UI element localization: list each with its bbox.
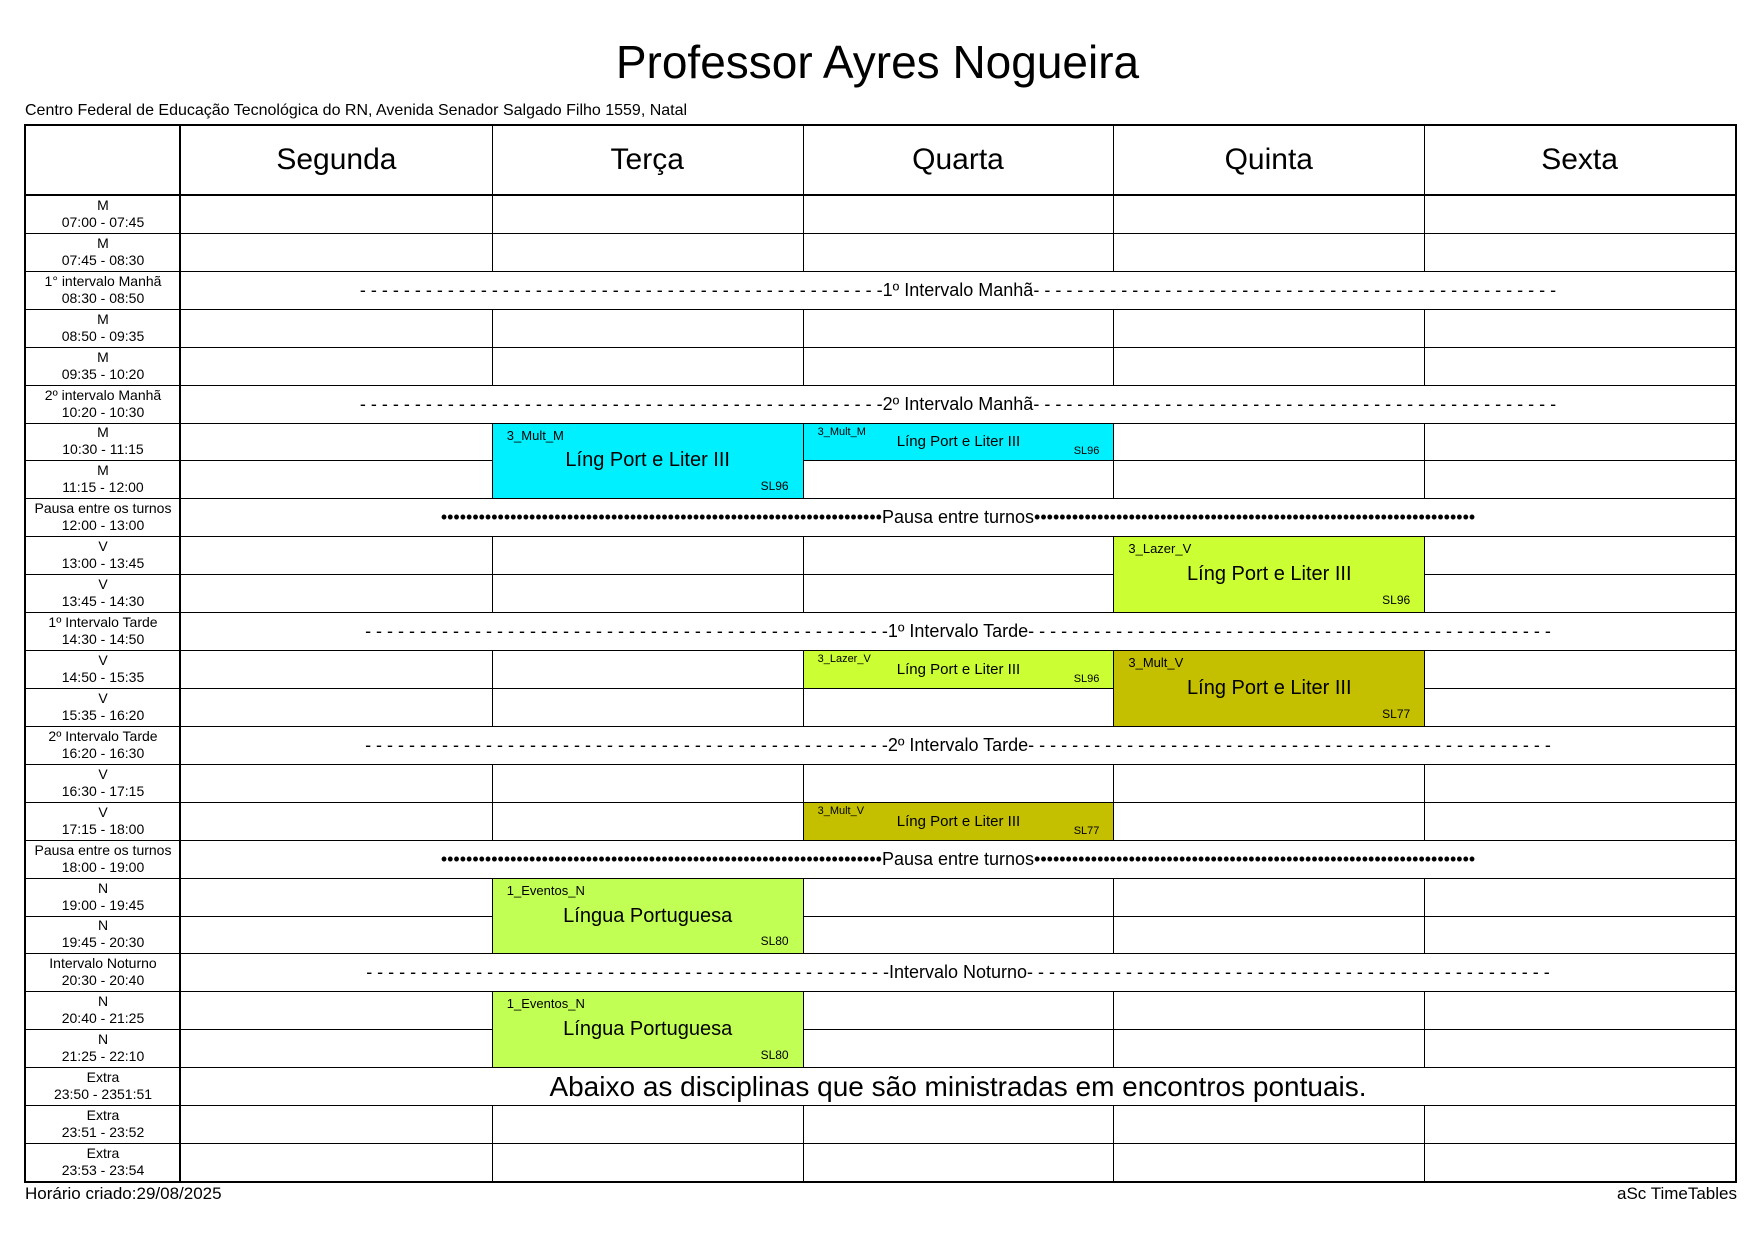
lesson-group: 3_Mult_V (817, 804, 865, 817)
break-filler: - - - - - - - - - - - - - - - - - - - - - - - - - - - - - - - - - - - - - - - - - - - - - - - - (365, 734, 888, 755)
period-name: Pausa entre os turnos (34, 500, 172, 517)
row-divider (26, 574, 1735, 575)
period-label (26, 802, 180, 840)
period-label (26, 460, 180, 498)
period-label (26, 840, 180, 878)
lesson-group: 3_Mult_M (506, 427, 564, 443)
break-filler: - - - - - - - - - - - - - - - - - - - - - - - - - - - - - - - - - - - - - - - - - - - - - - - - (359, 279, 883, 300)
period-time: 13:45 - 14:30 (61, 593, 145, 610)
period-time: 20:40 - 21:25 (61, 1010, 145, 1027)
row-divider (26, 1029, 1735, 1030)
period-label (26, 309, 180, 347)
break-band (181, 499, 1735, 536)
break-label: Pausa entre turnos (881, 507, 1035, 528)
period-name: Extra (86, 1145, 120, 1162)
period-time: 07:00 - 07:45 (61, 213, 145, 230)
period-label (26, 650, 180, 688)
period-time: 09:35 - 10:20 (61, 365, 145, 382)
period-name: N (97, 993, 109, 1010)
row-divider (26, 194, 1735, 196)
period-label (26, 726, 180, 764)
break-filler: •••••••••••••••••••••••••••••••••••••••••••••••••••••••••••••••••••••• (440, 507, 882, 528)
lesson-room: SL96 (1073, 672, 1100, 685)
period-label (26, 688, 180, 726)
period-label (26, 385, 180, 423)
break-band (181, 613, 1735, 650)
break-filler: - - - - - - - - - - - - - - - - - - - - - - - - - - - - - - - - - - - - - - - - - - - - - - - - (1028, 734, 1551, 755)
period-time: 11:15 - 12:00 (62, 479, 144, 496)
break-filler: - - - - - - - - - - - - - - - - - - - - - - - - - - - - - - - - - - - - - - - - - - - - - - - - (1033, 393, 1557, 414)
lesson-card[interactable] (804, 424, 1115, 462)
pontual-note (181, 1068, 1735, 1105)
row-divider (26, 991, 1735, 992)
period-name: Extra (86, 1069, 120, 1086)
lesson-room: SL77 (1073, 824, 1100, 837)
period-time: 23:53 - 23:54 (61, 1162, 145, 1179)
lesson-group: 3_Lazer_V (1128, 541, 1192, 557)
row-divider (26, 916, 1735, 917)
period-time: 17:15 - 18:00 (61, 820, 145, 837)
period-time: 15:35 - 16:20 (61, 706, 145, 723)
period-time: 13:00 - 13:45 (61, 555, 145, 572)
period-label (26, 878, 180, 916)
lesson-room: SL96 (1382, 593, 1411, 608)
period-name: 1° intervalo Manhã (44, 272, 162, 289)
period-time: 18:00 - 19:00 (61, 858, 145, 875)
row-divider (26, 1105, 1735, 1106)
lesson-room: SL77 (1382, 706, 1411, 721)
lesson-group: 3_Mult_M (817, 425, 866, 438)
lesson-card[interactable] (493, 424, 804, 500)
period-time: 08:30 - 08:50 (61, 289, 145, 306)
period-name: M (97, 310, 109, 327)
period-label (26, 1029, 180, 1067)
period-label (26, 764, 180, 802)
period-label (26, 423, 180, 461)
period-time: 12:00 - 13:00 (61, 517, 145, 534)
lesson-card[interactable] (1114, 651, 1425, 727)
period-name: 2º intervalo Manhã (44, 386, 162, 403)
break-band (181, 841, 1735, 878)
period-time: 14:30 - 14:50 (61, 631, 145, 648)
period-time: 23:51 - 23:52 (61, 1124, 145, 1141)
period-label (26, 1105, 180, 1143)
break-filler: - - - - - - - - - - - - - - - - - - - - - - - - - - - - - - - - - - - - - - - - - - - - - - - - (1027, 962, 1550, 983)
period-name: V (98, 652, 108, 669)
lesson-card[interactable] (804, 803, 1115, 841)
row-divider (26, 764, 1735, 765)
period-name: M (97, 424, 109, 441)
lesson-subject: Líng Port e Liter III (565, 449, 730, 472)
day-header-4: Quinta (1224, 143, 1313, 176)
created-date: Horário criado:29/08/2025 (25, 1184, 222, 1203)
lesson-subject: Líng Port e Liter III (1187, 676, 1352, 699)
period-label (26, 233, 180, 271)
period-label (26, 991, 180, 1029)
row-divider (26, 878, 1735, 879)
lesson-subject: Língua Portuguesa (563, 1018, 733, 1041)
period-time: 08:50 - 09:35 (61, 327, 145, 344)
period-label (26, 916, 180, 954)
break-filler: - - - - - - - - - - - - - - - - - - - - - - - - - - - - - - - - - - - - - - - - - - - - - - - - (365, 621, 888, 642)
break-filler: - - - - - - - - - - - - - - - - - - - - - - - - - - - - - - - - - - - - - - - - - - - - - - - - (1033, 279, 1557, 300)
row-divider (26, 1143, 1735, 1144)
period-label (26, 536, 180, 574)
period-time: 16:20 - 16:30 (61, 744, 145, 761)
timetable-grid (24, 124, 1737, 1183)
period-name: N (97, 917, 109, 934)
period-name: V (98, 576, 108, 593)
lesson-subject: Líng Port e Liter III (1187, 563, 1352, 586)
lesson-group: 3_Lazer_V (817, 653, 871, 666)
lesson-room: SL80 (760, 934, 789, 949)
lesson-card[interactable] (1114, 537, 1425, 613)
period-label (26, 347, 180, 385)
period-label (26, 1143, 180, 1181)
period-label (26, 953, 180, 991)
break-filler: •••••••••••••••••••••••••••••••••••••••••••••••••••••••••••••••••••••• (1034, 507, 1476, 528)
row-divider (26, 233, 1735, 234)
lesson-group: 1_Eventos_N (506, 882, 585, 898)
break-label: Pausa entre turnos (881, 848, 1035, 869)
period-name: M (97, 462, 109, 479)
break-band (181, 727, 1735, 764)
break-filler: - - - - - - - - - - - - - - - - - - - - - - - - - - - - - - - - - - - - - - - - - - - - - - - - (1028, 621, 1551, 642)
break-band (181, 386, 1735, 423)
row-divider (26, 347, 1735, 348)
period-time: 14:50 - 15:35 (61, 669, 145, 686)
break-label: 1º Intervalo Tarde (887, 621, 1029, 642)
period-label (26, 574, 180, 612)
period-time: 19:45 - 20:30 (61, 934, 145, 951)
day-header-5: Sexta (1541, 143, 1618, 176)
break-filler: - - - - - - - - - - - - - - - - - - - - - - - - - - - - - - - - - - - - - - - - - - - - - - - - (366, 962, 889, 983)
period-name: Extra (86, 1107, 120, 1124)
break-band (181, 272, 1735, 309)
lesson-group: 1_Eventos_N (506, 996, 585, 1012)
lesson-card[interactable] (493, 879, 804, 955)
day-header-2: Terça (610, 143, 684, 176)
school-address: Centro Federal de Educação Tecnológica do RN, Avenida Senador Salgado Filho 1559, Natal (25, 102, 688, 119)
period-name: V (98, 538, 108, 555)
period-time: 21:25 - 22:10 (61, 1048, 145, 1065)
day-header-3: Quarta (912, 143, 1004, 176)
break-label: 2º Intervalo Tarde (887, 734, 1029, 755)
lesson-subject: Líng Port e Liter III (896, 661, 1021, 679)
period-label (26, 612, 180, 650)
lesson-room: SL96 (1073, 445, 1100, 458)
day-header-1: Segunda (276, 143, 397, 176)
period-time: 19:00 - 19:45 (61, 896, 145, 913)
period-name: Intervalo Noturno (49, 955, 157, 972)
lesson-subject: Líng Port e Liter III (896, 433, 1021, 451)
break-label: Abaixo as disciplinas que são ministradas em encontros pontuais. (549, 1070, 1367, 1102)
period-name: N (97, 879, 109, 896)
break-filler: •••••••••••••••••••••••••••••••••••••••••••••••••••••••••••••••••••••• (1034, 848, 1476, 869)
period-time: 10:20 - 10:30 (61, 403, 145, 420)
lesson-room: SL80 (760, 1048, 789, 1063)
lesson-subject: Líng Port e Liter III (896, 812, 1021, 830)
lesson-group: 3_Mult_V (1128, 655, 1184, 671)
break-band (181, 954, 1735, 991)
lesson-card[interactable] (804, 651, 1115, 689)
period-name: M (97, 348, 109, 365)
period-label (26, 195, 180, 233)
software-credit: aSc TimeTables (1617, 1184, 1737, 1203)
break-filler: •••••••••••••••••••••••••••••••••••••••••••••••••••••••••••••••••••••• (440, 848, 882, 869)
period-name: V (98, 803, 108, 820)
period-name: V (98, 765, 108, 782)
row-divider (26, 309, 1735, 310)
period-label (26, 1067, 180, 1105)
break-filler: - - - - - - - - - - - - - - - - - - - - - - - - - - - - - - - - - - - - - - - - - - - - - - - - (359, 393, 883, 414)
period-time: 07:45 - 08:30 (61, 251, 145, 268)
period-time: 23:50 - 2351:51 (53, 1086, 153, 1103)
period-name: M (97, 196, 109, 213)
lesson-card[interactable] (493, 992, 804, 1068)
period-name: M (97, 234, 109, 251)
row-divider (26, 536, 1735, 537)
period-name: N (97, 1031, 109, 1048)
period-time: 10:30 - 11:15 (62, 441, 144, 458)
lesson-subject: Língua Portuguesa (563, 904, 733, 927)
break-label: 2º Intervalo Manhã (882, 393, 1034, 414)
period-name: 1º Intervalo Tarde (48, 614, 158, 631)
break-label: 1º Intervalo Manhã (882, 279, 1034, 300)
period-name: V (98, 689, 108, 706)
period-name: 2º Intervalo Tarde (48, 727, 158, 744)
lesson-room: SL96 (760, 479, 789, 494)
period-time: 16:30 - 17:15 (61, 782, 145, 799)
page-title: Professor Ayres Nogueira (615, 36, 1140, 88)
period-name: Pausa entre os turnos (34, 841, 172, 858)
break-label: Intervalo Noturno (888, 962, 1028, 983)
period-label (26, 271, 180, 309)
period-label (26, 498, 180, 536)
period-time: 20:30 - 20:40 (61, 972, 145, 989)
